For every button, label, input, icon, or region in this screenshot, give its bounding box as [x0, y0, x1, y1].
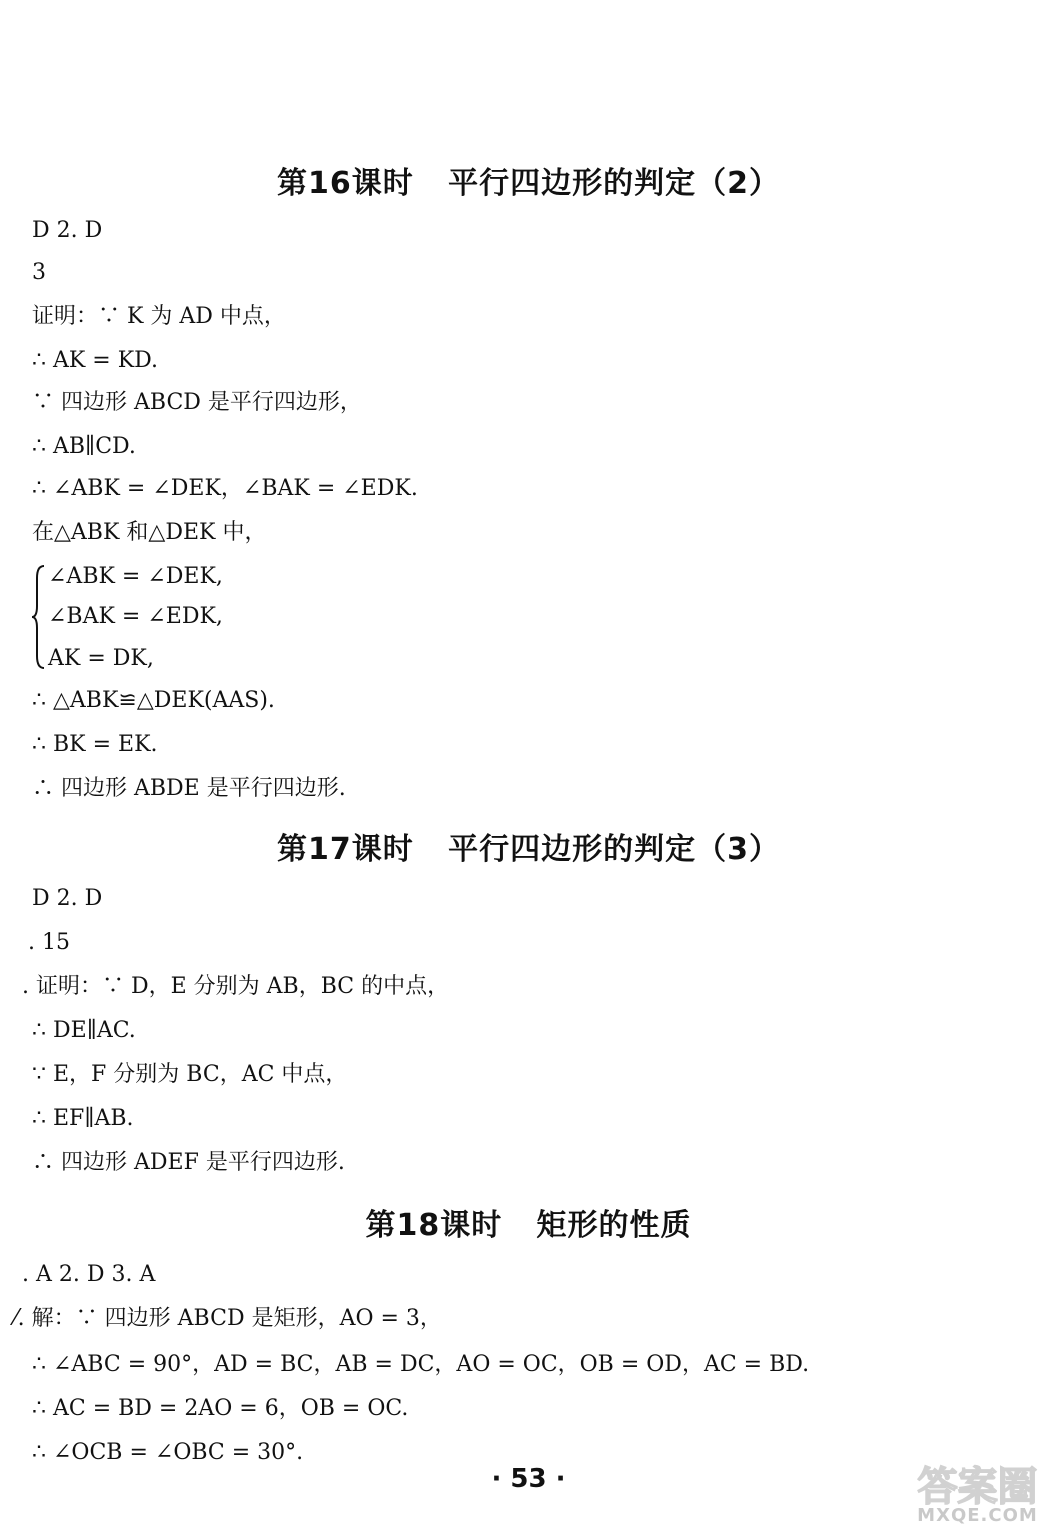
answer-line: 3: [32, 260, 46, 285]
proof-line: ∴ △ABK≌△DEK(AAS).: [32, 688, 275, 713]
system-line: ∠BAK = ∠EDK,: [48, 604, 223, 629]
proof-line: ∴ DE∥AC.: [32, 1018, 136, 1043]
proof-line: ∴ 四边形 ABDE 是平行四边形.: [32, 776, 346, 801]
equation-system: [30, 562, 450, 674]
section-16-heading: 第16课时 平行四边形的判定（2）: [277, 166, 780, 201]
section-18-heading: 第18课时 矩形的性质: [365, 1208, 692, 1243]
solution-line: ⁄. 解：∵ 四边形 ABCD 是矩形，AO = 3，: [14, 1306, 442, 1331]
answer-line: . A 2. D 3. A: [22, 1262, 156, 1287]
watermark-text: MXQE.COM: [917, 1505, 1038, 1526]
section-17-heading: 第17课时 平行四边形的判定（3）: [277, 832, 780, 867]
proof-line: ∵ 四边形 ABCD 是平行四边形，: [32, 390, 362, 415]
answer-line: D 2. D: [32, 886, 103, 911]
page-number: · 53 ·: [491, 1464, 566, 1494]
solution-line: ∴ ∠OCB = ∠OBC = 30°.: [32, 1440, 304, 1465]
proof-line: ∴ ∠ABK = ∠DEK，∠BAK = ∠EDK.: [32, 476, 418, 501]
site-watermark: [905, 1455, 1050, 1530]
proof-line: ∴ EF∥AB.: [32, 1106, 134, 1131]
proof-line: . 证明：∵ D，E 分别为 AB，BC 的中点，: [22, 974, 450, 999]
answer-line: D 2. D: [32, 218, 103, 243]
solution-line: ∴ AC = BD = 2AO = 6，OB = OC.: [32, 1396, 409, 1421]
proof-line: ∴ AK = KD.: [32, 348, 159, 373]
left-brace-icon: [30, 564, 46, 670]
proof-line: ∴ 四边形 ADEF 是平行四边形.: [32, 1150, 345, 1175]
proof-line: 在△ABK 和△DEK 中，: [32, 520, 267, 545]
proof-line: 证明：∵ K 为 AD 中点，: [32, 304, 286, 329]
answer-line: . 15: [28, 930, 70, 955]
solution-line: ∴ ∠ABC = 90°，AD = BC，AB = DC，AO = OC，OB = OD，AC = BD.: [32, 1352, 810, 1377]
system-line: ∠ABK = ∠DEK,: [48, 564, 223, 589]
proof-line: ∴ AB∥CD.: [32, 434, 136, 459]
proof-line: ∵ E，F 分别为 BC，AC 中点，: [32, 1062, 348, 1087]
system-line: AK = DK,: [48, 646, 154, 671]
watermark-logo-icon: 答案圈: [917, 1464, 1038, 1510]
proof-line: ∴ BK = EK.: [32, 732, 158, 757]
